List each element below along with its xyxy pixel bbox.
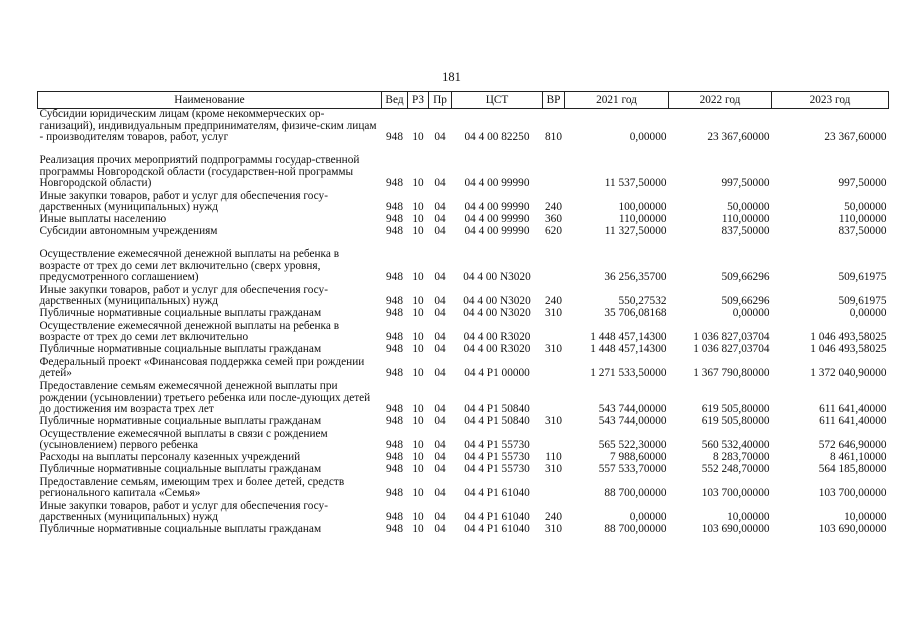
header-2022: 2022 год (669, 92, 772, 109)
row-pr: 04 (434, 225, 446, 237)
table-row (38, 356, 889, 380)
row-vr (543, 238, 565, 284)
row-pr: 04 (434, 415, 446, 427)
row-vr (543, 320, 565, 344)
row-2022: 103 700,00000 (701, 487, 770, 499)
row-vr: 310 (545, 463, 562, 475)
row-rz: 10 (412, 487, 424, 499)
row-2022: 1 036 827,03704 (693, 331, 770, 343)
row-pr: 04 (434, 367, 446, 379)
header-ved: Вед (382, 92, 408, 109)
row-ved: 948 (386, 343, 403, 355)
row-2023: 572 646,90000 (818, 439, 887, 451)
row-pr: 04 (434, 201, 446, 213)
table-row (38, 284, 889, 308)
table-row (38, 380, 889, 416)
row-cst: 04 4 00 R3020 (463, 331, 531, 343)
row-2023: 564 185,80000 (818, 463, 887, 475)
row-2023: 509,61975 (838, 271, 887, 283)
page-number: 181 (442, 70, 461, 84)
row-name: Осуществление ежемесячной денежной выплаты на ребенка в возрасте от трех до семи лет включительно (39, 319, 340, 343)
row-rz: 10 (412, 225, 424, 237)
row-2023: 110,00000 (838, 213, 887, 225)
row-name: Иные выплаты населению (39, 213, 167, 225)
row-2023: 10,00000 (844, 511, 887, 523)
row-pr: 04 (434, 295, 446, 307)
table-row (38, 464, 889, 476)
row-pr: 04 (434, 451, 446, 463)
row-rz: 10 (412, 523, 424, 535)
row-2023: 103 690,00000 (818, 523, 887, 535)
row-vr: 620 (545, 225, 562, 237)
header-rz: РЗ (408, 92, 429, 109)
row-vr: 310 (545, 307, 562, 319)
row-rz: 10 (412, 307, 424, 319)
row-2022: 619 505,80000 (701, 403, 770, 415)
header-vr: ВР (543, 92, 565, 109)
row-2022: 110,00000 (721, 213, 770, 225)
row-2022: 10,00000 (727, 511, 770, 523)
row-cst: 04 4 P1 61040 (464, 511, 530, 523)
table-row (38, 344, 889, 356)
row-ved: 948 (386, 177, 403, 189)
row-2021: 100,00000 (618, 201, 667, 213)
row-name: Предоставление семьям, имеющим трех и более детей, средств регионального капитала «Семья» (39, 475, 345, 499)
row-2021: 88 700,00000 (604, 487, 667, 499)
row-ved: 948 (386, 523, 403, 535)
row-rz: 10 (412, 131, 424, 143)
row-cst: 04 4 P1 00000 (464, 367, 530, 379)
row-ved: 948 (386, 451, 403, 463)
table-row (38, 109, 889, 144)
row-cst: 04 4 00 99990 (464, 213, 530, 225)
row-2023: 1 046 493,58025 (810, 343, 887, 355)
row-2022: 1 036 827,03704 (693, 343, 770, 355)
row-rz: 10 (412, 201, 424, 213)
row-2022: 103 690,00000 (701, 523, 770, 535)
row-ved: 948 (386, 487, 403, 499)
row-vr: 240 (545, 295, 562, 307)
row-pr: 04 (434, 131, 446, 143)
row-2022: 619 505,80000 (701, 415, 770, 427)
row-2021: 543 744,00000 (598, 415, 667, 427)
row-name: Субсидии автономным учреждениям (39, 225, 218, 237)
row-2023: 50,00000 (844, 201, 887, 213)
row-ved: 948 (386, 271, 403, 283)
budget-table (37, 91, 889, 536)
row-2023: 23 367,60000 (824, 131, 887, 143)
row-2022: 0,00000 (732, 307, 770, 319)
row-2023: 509,61975 (838, 295, 887, 307)
row-rz: 10 (412, 213, 424, 225)
row-name: Публичные нормативные социальные выплаты гражданам (39, 415, 322, 427)
table-row (38, 452, 889, 464)
row-ved: 948 (386, 307, 403, 319)
row-2021: 88 700,00000 (604, 523, 667, 535)
row-2022: 552 248,70000 (701, 463, 770, 475)
row-name: Публичные нормативные социальные выплаты гражданам (39, 307, 322, 319)
row-ved: 948 (386, 367, 403, 379)
row-rz: 10 (412, 403, 424, 415)
row-rz: 10 (412, 367, 424, 379)
row-rz: 10 (412, 177, 424, 189)
row-name: Федеральный проект «Финансовая поддержка семей при рождении детей» (39, 355, 365, 379)
row-name: Осуществление ежемесячной денежной выплаты на ребенка в возрасте от трех до семи лет включительно (сверх уровня, предусмотренного соглашением) (39, 248, 340, 283)
row-cst: 04 4 00 N3020 (463, 271, 531, 283)
row-2022: 50,00000 (727, 201, 770, 213)
row-pr: 04 (434, 487, 446, 499)
row-ved: 948 (386, 463, 403, 475)
row-2023: 611 641,40000 (819, 403, 887, 415)
row-2022: 8 283,70000 (713, 451, 770, 463)
row-cst: 04 4 00 N3020 (463, 307, 531, 319)
row-name: Публичные нормативные социальные выплаты гражданам (39, 343, 322, 355)
row-name: Реализация прочих мероприятий подпрограммы государ-ственной программы Новгородской области (государствен-ной программы Новгородской области) (39, 154, 360, 189)
row-rz: 10 (412, 439, 424, 451)
row-cst: 04 4 P1 55730 (464, 463, 530, 475)
row-2021: 11 537,50000 (604, 177, 667, 189)
row-2021: 565 522,30000 (598, 439, 667, 451)
row-cst: 04 4 00 99990 (464, 201, 530, 213)
table-row (38, 416, 889, 428)
row-name: Предоставление семьям ежемесячной денежной выплаты при рождении (усыновлении) третьего ребенка или после-дующих детей до достижения им возраста трех лет (39, 380, 371, 415)
row-vr: 360 (545, 213, 562, 225)
row-ved: 948 (386, 403, 403, 415)
row-cst: 04 4 00 N3020 (463, 295, 531, 307)
row-2023: 0,00000 (849, 307, 887, 319)
row-2021: 110,00000 (618, 213, 667, 225)
row-2022: 1 367 790,80000 (693, 367, 770, 379)
row-pr: 04 (434, 307, 446, 319)
header-2021: 2021 год (565, 92, 669, 109)
row-pr: 04 (434, 343, 446, 355)
row-vr (543, 476, 565, 500)
row-name: Расходы на выплаты персоналу казенных учреждений (39, 451, 301, 463)
row-2021: 550,27532 (618, 295, 667, 307)
header-pr: Пр (429, 92, 452, 109)
row-vr: 310 (545, 415, 562, 427)
table-row (38, 238, 889, 284)
row-pr: 04 (434, 331, 446, 343)
table-row (38, 500, 889, 524)
row-pr: 04 (434, 177, 446, 189)
row-name: Иные закупки товаров, работ и услуг для обеспечения госу-дарственных (муниципальных) нужд (39, 189, 328, 213)
row-ved: 948 (386, 201, 403, 213)
table-row (38, 428, 889, 452)
row-2023: 1 372 040,90000 (810, 367, 887, 379)
row-2023: 103 700,00000 (818, 487, 887, 499)
table-header-row (38, 92, 889, 109)
row-2021: 36 256,35700 (604, 271, 667, 283)
row-ved: 948 (386, 415, 403, 427)
row-2023: 611 641,40000 (819, 415, 887, 427)
header-2023: 2023 год (772, 92, 889, 109)
header-cst: ЦСТ (452, 92, 543, 109)
row-2022: 509,66296 (721, 271, 770, 283)
row-ved: 948 (386, 331, 403, 343)
row-ved: 948 (386, 213, 403, 225)
row-2021: 0,00000 (629, 131, 667, 143)
row-name: Публичные нормативные социальные выплаты гражданам (39, 523, 322, 535)
row-pr: 04 (434, 403, 446, 415)
row-vr (543, 356, 565, 380)
row-2021: 35 706,08168 (604, 307, 667, 319)
row-rz: 10 (412, 343, 424, 355)
row-vr (543, 380, 565, 416)
row-ved: 948 (386, 439, 403, 451)
row-name: Иные закупки товаров, работ и услуг для обеспечения госу-дарственных (муниципальных) нужд (39, 499, 328, 523)
row-vr (543, 428, 565, 452)
row-2021: 557 533,70000 (598, 463, 667, 475)
table-row (38, 524, 889, 536)
row-2021: 1 448 457,14300 (590, 343, 667, 355)
table-row (38, 190, 889, 214)
row-pr: 04 (434, 511, 446, 523)
row-2023: 8 461,10000 (830, 451, 887, 463)
table-row (38, 226, 889, 238)
row-rz: 10 (412, 415, 424, 427)
row-rz: 10 (412, 331, 424, 343)
row-ved: 948 (386, 511, 403, 523)
row-vr: 310 (545, 343, 562, 355)
row-cst: 04 4 P1 61040 (464, 487, 530, 499)
row-2021: 1 271 533,50000 (590, 367, 667, 379)
row-2022: 509,66296 (721, 295, 770, 307)
row-name: Иные закупки товаров, работ и услуг для обеспечения госу-дарственных (муниципальных) нужд (39, 283, 328, 307)
row-name: Публичные нормативные социальные выплаты гражданам (39, 463, 322, 475)
row-2022: 997,50000 (721, 177, 770, 189)
row-vr: 240 (545, 201, 562, 213)
row-name: Осуществление ежемесячной выплаты в связи с рождением (усыновлением) первого ребенка (39, 427, 328, 451)
table-row (38, 214, 889, 226)
row-2021: 7 988,60000 (610, 451, 667, 463)
row-ved: 948 (386, 225, 403, 237)
row-2023: 997,50000 (838, 177, 887, 189)
row-cst: 04 4 00 99990 (464, 225, 530, 237)
row-2023: 1 046 493,58025 (810, 331, 887, 343)
row-rz: 10 (412, 295, 424, 307)
row-pr: 04 (434, 213, 446, 225)
row-cst: 04 4 P1 50840 (464, 415, 530, 427)
table-row (38, 308, 889, 320)
row-cst: 04 4 00 82250 (464, 131, 530, 143)
row-cst: 04 4 00 R3020 (463, 343, 531, 355)
table-body (38, 109, 889, 536)
table-row (38, 476, 889, 500)
row-pr: 04 (434, 439, 446, 451)
row-cst: 04 4 P1 55730 (464, 451, 530, 463)
row-vr: 110 (545, 451, 562, 463)
row-cst: 04 4 P1 55730 (464, 439, 530, 451)
row-pr: 04 (434, 271, 446, 283)
row-pr: 04 (434, 463, 446, 475)
row-2021: 543 744,00000 (598, 403, 667, 415)
row-rz: 10 (412, 463, 424, 475)
row-cst: 04 4 P1 61040 (464, 523, 530, 535)
row-vr: 240 (545, 511, 562, 523)
row-ved: 948 (386, 131, 403, 143)
row-2022: 23 367,60000 (707, 131, 770, 143)
row-2021: 11 327,50000 (604, 225, 667, 237)
row-cst: 04 4 00 99990 (464, 177, 530, 189)
row-vr: 810 (545, 131, 562, 143)
row-rz: 10 (412, 451, 424, 463)
table-row (38, 144, 889, 190)
row-cst: 04 4 P1 50840 (464, 403, 530, 415)
row-ved: 948 (386, 295, 403, 307)
row-name: Субсидии юридическим лицам (кроме некоммерческих ор-ганизаций), индивидуальным предпринимателям, физиче-ским лицам - производителям товаров, работ, услуг (39, 108, 377, 143)
row-2021: 1 448 457,14300 (590, 331, 667, 343)
row-vr (543, 144, 565, 190)
table-row (38, 320, 889, 344)
row-2021: 0,00000 (629, 511, 667, 523)
row-pr: 04 (434, 523, 446, 535)
row-2022: 560 532,40000 (701, 439, 770, 451)
header-name: Наименование (38, 92, 382, 109)
row-rz: 10 (412, 511, 424, 523)
row-2023: 837,50000 (838, 225, 887, 237)
row-2022: 837,50000 (721, 225, 770, 237)
row-rz: 10 (412, 271, 424, 283)
row-vr: 310 (545, 523, 562, 535)
